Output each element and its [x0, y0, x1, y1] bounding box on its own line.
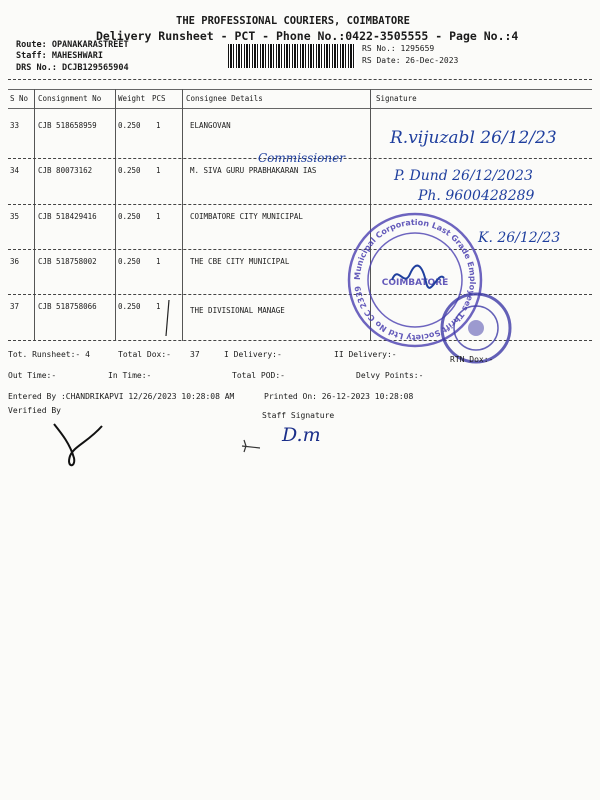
table-header-line — [8, 108, 592, 109]
delvy-points: Delvy Points:- — [356, 371, 424, 380]
runsheet-title: Delivery Runsheet - PCT - Phone No.:0422-3505555 - Page No.:4 — [96, 29, 519, 43]
staff-signature: D.m — [282, 424, 321, 446]
col-header-pcs: PCS — [152, 94, 166, 103]
row-consignee: ELANGOVAN — [190, 121, 231, 130]
row-sno: 33 — [10, 121, 20, 130]
stamp-signature-scribble — [388, 260, 448, 290]
col-header-consignee: Consignee Details — [186, 94, 263, 103]
signature-row-33: R.vijuzabl 26/12/23 — [390, 128, 557, 148]
entered-by: Entered By :CHANDRIKAPVI 12/26/2023 10:28:08 AM — [8, 392, 235, 401]
row-sno: 36 — [10, 257, 20, 266]
verified-signature — [44, 420, 106, 475]
column-divider — [182, 89, 183, 341]
total-pod: Total POD:- — [232, 371, 285, 380]
company-title: THE PROFESSIONAL COURIERS, COIMBATORE — [176, 15, 410, 27]
i-delivery: I Delivery:- — [224, 350, 282, 359]
stamp-ring-text: Municipal Corporation Last Grade Employees Thrift Society Ltd No CC 2339 — [352, 217, 478, 343]
drs-number: DRS No.: DCJB129565904 — [16, 63, 129, 73]
col-header-consignment: Consignment No — [38, 94, 102, 103]
col-header-signature: Signature — [376, 94, 417, 103]
column-divider — [34, 89, 35, 341]
col-header-sno: S No — [10, 94, 29, 103]
divider — [8, 79, 592, 80]
row-consignment: CJB 518758066 — [38, 302, 97, 311]
row-consignee: COIMBATORE CITY MUNICIPAL — [190, 212, 303, 221]
row-divider — [8, 204, 592, 205]
row-sno: 37 — [10, 302, 20, 311]
tot-runsheet: Tot. Runsheet:- 4 — [8, 350, 90, 359]
row-consignee: THE DIVISIONAL MANAGE — [190, 306, 285, 315]
row-weight: 0.250 — [118, 121, 141, 130]
row-consignment: CJB 518758002 — [38, 257, 97, 266]
scribble-mark — [240, 436, 262, 456]
staff-label: Staff: MAHESHWARI — [16, 51, 103, 61]
row-consignee: THE CBE CITY MUNICIPAL — [190, 257, 290, 266]
column-divider — [115, 89, 116, 341]
row-sno: 34 — [10, 166, 20, 175]
row-sno: 35 — [10, 212, 20, 221]
staff-signature-label: Staff Signature — [262, 411, 335, 420]
row-pcs: 1 — [156, 302, 161, 311]
table-top-line — [8, 89, 592, 90]
rtn-dox: RTN Dox:- — [450, 355, 494, 364]
row-weight: 0.250 — [118, 257, 141, 266]
row-weight: 0.250 — [118, 166, 141, 175]
row-pcs: 1 — [156, 212, 161, 221]
row-weight: 0.250 — [118, 302, 141, 311]
phone-note: Ph. 9600428289 — [418, 188, 535, 204]
printed-on: Printed On: 26-12-2023 10:28:08 — [264, 392, 414, 401]
ii-delivery: II Delivery:- — [334, 350, 397, 359]
barcode — [228, 44, 356, 68]
stamp-center-text: COIMBATORE — [381, 278, 449, 288]
pen-mark — [163, 298, 173, 338]
row-pcs: 1 — [156, 257, 161, 266]
row-consignee: M. SIVA GURU PRABHAKARAN IAS — [190, 166, 317, 175]
col-header-weight: Weight — [118, 94, 146, 103]
total-dox-label: Total Dox:- — [118, 350, 171, 359]
row-pcs: 1 — [156, 121, 161, 130]
row-weight: 0.250 — [118, 212, 141, 221]
row-consignment: CJB 80073162 — [38, 166, 93, 175]
out-time: Out Time:- — [8, 371, 57, 380]
signature-row-35: K. 26/12/23 — [478, 230, 561, 246]
route-label: Route: OPANAKARASTREET — [16, 40, 129, 50]
row-consignment: CJB 518429416 — [38, 212, 97, 221]
in-time: In Time:- — [108, 371, 152, 380]
rs-date: RS Date: 26-Dec-2023 — [362, 56, 459, 65]
total-dox-value: 37 — [190, 350, 200, 359]
row-consignment: CJB 518658959 — [38, 121, 97, 130]
row-pcs: 1 — [156, 166, 161, 175]
signature-row-34: P. Dund 26/12/2023 — [394, 168, 533, 184]
commissioner-note: Commissioner — [258, 151, 345, 165]
row-divider — [8, 249, 592, 250]
verified-by: Verified By — [8, 406, 61, 415]
rs-number: RS No.: 1295659 — [362, 44, 435, 53]
